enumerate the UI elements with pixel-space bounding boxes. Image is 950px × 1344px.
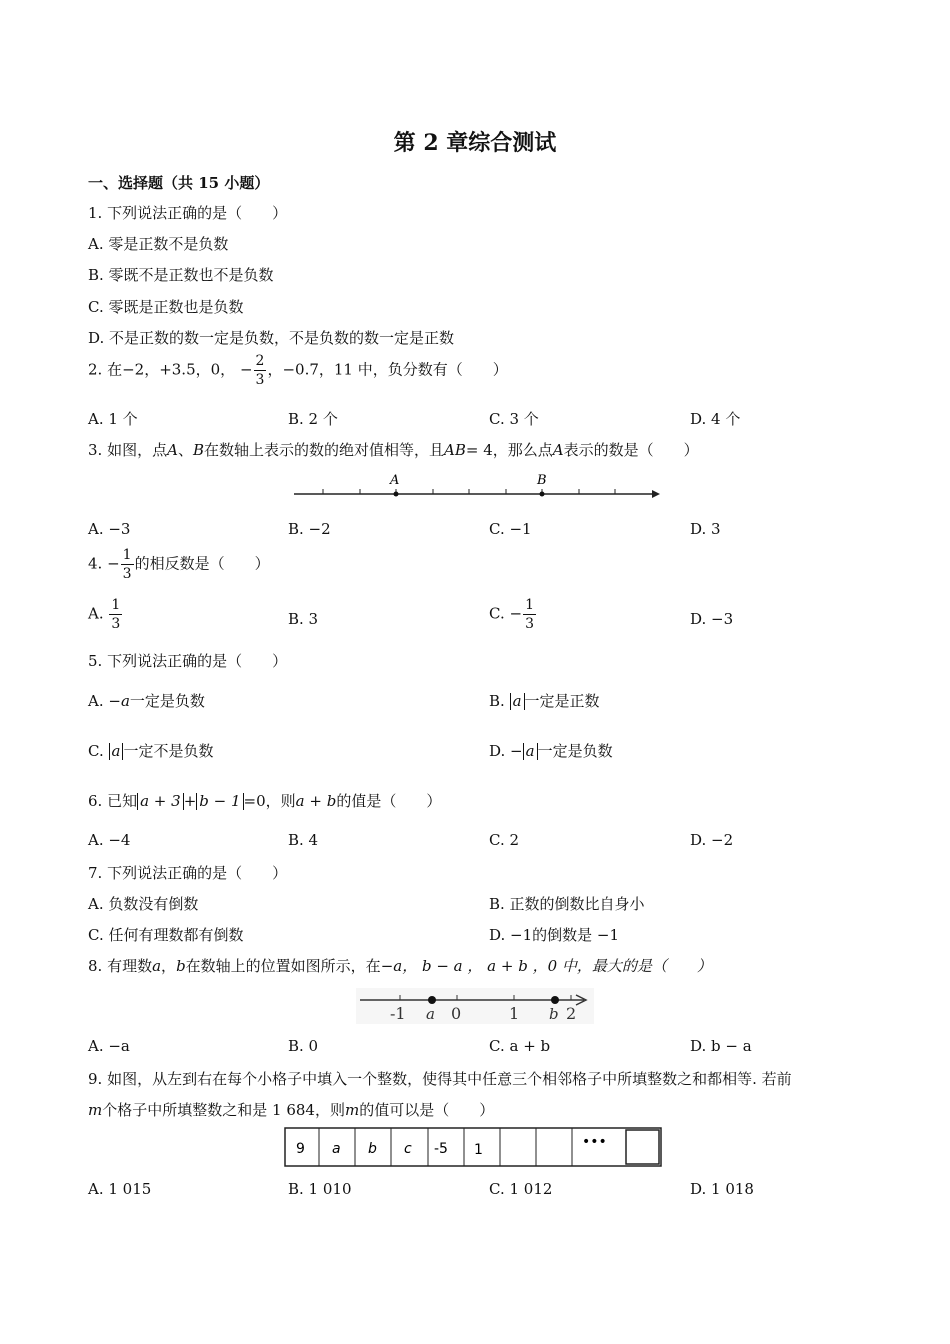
q8-number-line xyxy=(356,988,594,1024)
q9-cell-5: -5 xyxy=(434,1141,448,1157)
q8-pre: 8. 有理数 xyxy=(88,957,153,975)
q9-option-a: A. 1 015 xyxy=(88,1180,152,1198)
q4-option-a-fraction xyxy=(109,598,122,631)
q9-var-m-2: m xyxy=(344,1101,360,1119)
q9-text-a: 个格子中所填整数之和是 1 684，则 xyxy=(102,1101,345,1119)
q4-frac-sign: − xyxy=(107,554,120,573)
q3-text-3: ，那么点 xyxy=(492,441,553,459)
q9-text-b: 的值可以是（ ） xyxy=(359,1101,495,1119)
q6-option-a: A. −4 xyxy=(88,831,131,849)
q8-option-c: C. a + b xyxy=(489,1037,551,1055)
q9-option-c: C. 1 012 xyxy=(489,1180,553,1198)
q4-option-a-num: 1 xyxy=(111,597,121,613)
q9-cell-2: a xyxy=(332,1141,341,1157)
q2-option-c: C. 3 个 xyxy=(489,410,539,428)
section-heading: 一、选择题（共 15 小题） xyxy=(88,174,270,192)
q7-option-a: A. 负数没有倒数 xyxy=(88,895,199,913)
q8-option-d: D. b − a xyxy=(690,1037,752,1055)
q3-number-line xyxy=(290,470,660,506)
q9-var-m: m xyxy=(88,1101,103,1119)
q4-frac-den: 3 xyxy=(122,566,132,582)
q8-var-a: a xyxy=(152,957,162,975)
q5-option-a-text: 一定是负数 xyxy=(129,692,205,710)
q6-option-b: B. 4 xyxy=(288,831,319,849)
q9-option-b: B. 1 010 xyxy=(288,1180,352,1198)
q9-stem-line-2 xyxy=(88,1099,494,1120)
q9-option-d: D. 1 018 xyxy=(690,1180,754,1198)
q2-frac-num: 2 xyxy=(255,353,265,369)
q6-plus: + xyxy=(183,792,197,810)
q3-eq-ab: AB xyxy=(444,441,466,459)
q1-option-a: A. 零是正数不是负数 xyxy=(88,235,229,253)
q6-abs-2: b − 1 xyxy=(196,793,243,810)
q4-option-a xyxy=(88,598,123,631)
q3-sep: 、 xyxy=(177,441,193,459)
q9-cell-6: 1 xyxy=(474,1142,483,1158)
q3-eq-value: = 4 xyxy=(465,441,493,459)
page-title: 第 2 章综合测试 xyxy=(393,130,557,156)
q3-option-a: A. −3 xyxy=(88,520,131,538)
q9-cell-4: c xyxy=(404,1141,412,1157)
q5-option-c-text: 一定不是负数 xyxy=(123,742,214,760)
q4-option-c-den: 3 xyxy=(525,616,534,632)
q5-stem: 5. 下列说法正确的是（ ） xyxy=(88,652,288,670)
q9-grid-figure xyxy=(284,1126,664,1170)
q2-option-b: B. 2 个 xyxy=(288,410,338,428)
q6-post: 的值是（ ） xyxy=(336,792,442,810)
q1-stem: 1. 下列说法正确的是（ ） xyxy=(88,204,288,222)
q5-option-b-label: B. xyxy=(489,692,505,710)
q3-option-c: C. −1 xyxy=(489,520,532,538)
q2-stem xyxy=(88,354,508,387)
q3-label-a: A xyxy=(390,473,400,488)
q5-option-a xyxy=(88,690,205,711)
q3-stem xyxy=(88,439,699,460)
q8-label-0: 0 xyxy=(451,1004,462,1023)
q2-frac-den: 3 xyxy=(255,372,265,388)
q2-frac-sign: − xyxy=(239,360,253,379)
q8-label-1: 1 xyxy=(509,1004,520,1023)
q4-stem-post: 的相反数是（ ） xyxy=(134,554,270,573)
q8-point-b-dot xyxy=(551,996,559,1004)
q9-last-cell xyxy=(626,1130,659,1164)
q1-option-c: C. 零既是正数也是负数 xyxy=(88,298,244,316)
q8-point-a-dot xyxy=(428,996,436,1004)
q4-stem xyxy=(88,548,270,581)
q3-text-1: 3. 如图，点 xyxy=(88,441,168,459)
q6-stem xyxy=(88,790,441,811)
q3-point-a: A xyxy=(167,441,178,459)
q2-fraction xyxy=(254,354,267,387)
q7-stem: 7. 下列说法正确的是（ ） xyxy=(88,864,288,882)
q4-option-c-label: C. xyxy=(489,604,505,623)
q2-stem-pre: 2. 在−2，+3.5，0， xyxy=(88,360,236,379)
q1-option-d: D. 不是正数的数一定是负数，不是负数的数一定是正数 xyxy=(88,329,455,347)
q8-label-b: b xyxy=(549,1005,559,1023)
q6-expr: a + b xyxy=(295,792,337,810)
q6-abs-1: a + 3 xyxy=(137,793,184,810)
q4-option-c-sign: − xyxy=(509,604,523,623)
q9-stem-line-1: 9. 如图，从左到右在每个小格子中填入一个整数，使得其中任意三个相邻格子中所填整数之和都相等. 若前 xyxy=(88,1070,792,1088)
q4-option-c-num: 1 xyxy=(525,597,534,613)
q5-option-d-sign: − xyxy=(510,742,523,760)
q2-stem-post: ，−0.7，11 中，负分数有（ ） xyxy=(267,360,508,379)
q4-option-d: D. −3 xyxy=(690,610,734,628)
q3-point-b-dot xyxy=(540,492,545,497)
q6-pre: 6. 已知 xyxy=(88,792,138,810)
q6-eq: =0 xyxy=(243,792,266,810)
q8-stem xyxy=(88,955,712,976)
q5-option-a-math: −a xyxy=(108,692,130,710)
q4-num: 4. xyxy=(88,554,103,573)
q5-option-b-abs: a xyxy=(510,693,525,710)
q4-option-c-fraction xyxy=(523,598,536,631)
q8-label-a: a xyxy=(426,1005,435,1023)
q3-option-d: D. 3 xyxy=(690,520,721,538)
q7-option-c: C. 任何有理数都有倒数 xyxy=(88,926,244,944)
q3-label-b: B xyxy=(537,473,547,488)
q4-option-a-den: 3 xyxy=(111,616,121,632)
q8-comma: ， xyxy=(161,957,177,975)
q5-option-d-abs: a xyxy=(523,743,538,760)
q5-option-c-label: C. xyxy=(88,742,104,760)
q5-option-c-abs: a xyxy=(109,743,124,760)
q5-option-b xyxy=(489,690,600,711)
q7-option-d: D. −1的倒数是 −1 xyxy=(489,926,620,944)
q2-option-a: A. 1 个 xyxy=(88,410,138,428)
q8-list: −a， b − a ， a + b ，0 中，最大的是（ ） xyxy=(380,957,712,975)
q3-option-b: B. −2 xyxy=(288,520,331,538)
q4-fraction xyxy=(121,548,134,581)
q3-text-4: 表示的数是（ ） xyxy=(563,441,699,459)
q3-point-a-dot xyxy=(394,492,399,497)
q8-label-2: 2 xyxy=(566,1004,577,1023)
q8-label-neg1: -1 xyxy=(390,1004,406,1023)
q9-cell-3: b xyxy=(368,1141,377,1157)
q5-option-d-text: 一定是负数 xyxy=(537,742,613,760)
q2-option-d: D. 4 个 xyxy=(690,410,741,428)
q5-option-a-label: A. xyxy=(88,692,104,710)
q4-option-a-label: A. xyxy=(88,604,104,623)
q9-ellipsis: ••• xyxy=(582,1134,607,1150)
q4-option-c xyxy=(489,598,537,631)
q6-mid: ，则 xyxy=(265,792,296,810)
q5-option-b-text: 一定是正数 xyxy=(524,692,600,710)
q8-option-b: B. 0 xyxy=(288,1037,319,1055)
q1-option-b: B. 零既不是正数也不是负数 xyxy=(88,266,274,284)
q4-option-b: B. 3 xyxy=(288,610,319,628)
q8-mid: 在数轴上的位置如图所示，在 xyxy=(185,957,381,975)
q6-option-c: C. 2 xyxy=(489,831,520,849)
q4-frac-num: 1 xyxy=(122,547,132,563)
q5-option-d-label: D. xyxy=(489,742,506,760)
q9-cell-1: 9 xyxy=(296,1141,305,1157)
q5-option-c xyxy=(88,740,213,761)
q6-option-d: D. −2 xyxy=(690,831,734,849)
q7-option-b: B. 正数的倒数比自身小 xyxy=(489,895,645,913)
q3-point-a-2: A xyxy=(552,441,564,459)
q3-point-b: B xyxy=(192,441,204,459)
q8-var-b: b xyxy=(176,957,186,975)
q3-text-2: 在数轴上表示的数的绝对值相等，且 xyxy=(203,441,444,459)
q8-option-a: A. −a xyxy=(88,1037,130,1055)
q5-option-d xyxy=(489,740,613,761)
